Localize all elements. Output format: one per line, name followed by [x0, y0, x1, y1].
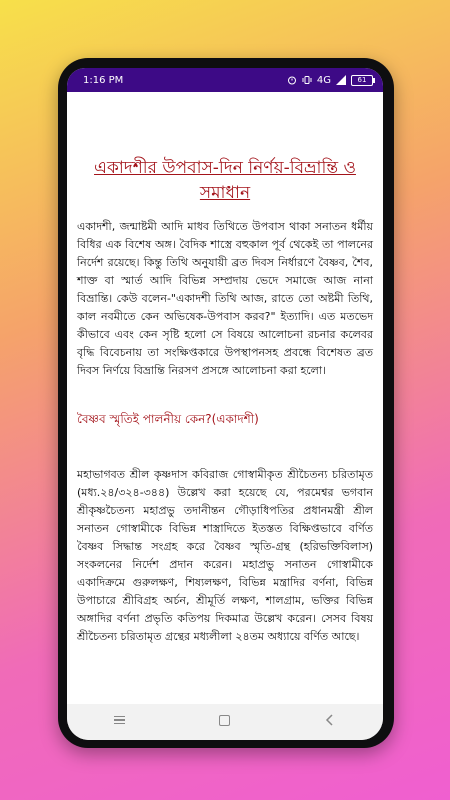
- status-bar: [67, 68, 383, 92]
- article-paragraph: একাদশী, জন্মাষ্টমী আদি মাধব তিথিতে উপবাস থাকা সনাতন ধর্মীয় বিধির এক বিশেষ অঙ্গ। বৈদিক শাস্ত্রে বহুকাল পূর্ব থেকেই তা পালনের নির্দেশ রয়েছে। কিন্তু তিথি অনুযায়ী ব্রত দিবস নির্ধারণে বৈষ্ণব, শৈব, শাক্ত বা স্মার্ত আদি বিভিন্ন সম্প্রদায় ভেদে সমাজে আজ নানা বিভ্রান্তি। কেউ বলেন-"একাদশী তিথি আজ, রাতে তো অষ্টমী তিথি, কাল নবমীতে কেন অভিষেক-উপবাস করব?" ইত্যাদি। এত মতভেদ কীভাবে এবং কেন সৃষ্টি হলো সে বিষয়ে আলোচনা রচনার কলেবর বৃদ্ধি বিবেচনায় তা সংক্ষিপ্তকারে উপস্থাপনসহ প্রবন্ধে বিশেষত ব্রত দিবস নির্ণয়ে বিভ্রান্তি নিরসণ প্রসঙ্গে আলোচনা করা হলো।: [77, 220, 373, 377]
- article-content[interactable]: [67, 92, 383, 704]
- recents-icon: [114, 714, 125, 727]
- home-button[interactable]: [205, 714, 245, 730]
- battery-level: 61: [357, 75, 367, 84]
- status-time: 1:16 PM: [83, 74, 124, 86]
- alarm-icon: [287, 75, 297, 85]
- article-paragraph: মহাভাগবত শ্রীল কৃষ্ণদাস কবিরাজ গোস্বামীকৃত শ্রীচৈতন্য চরিতামৃত (মধ্য.২৪/৩২৪-৩৪৪) উল্লেখ করা হয়েছে যে, পরমেশ্বর ভগবান শ্রীকৃষ্ণচৈতন্য মহাপ্রভু তদানীন্তন গৌড়াধিপতির প্রধানমন্ত্রী শ্রীল সনাতন গোস্বামীকে বিভিন্ন শাস্ত্রাদিতে ইতস্তত বিক্ষিপ্তভাবে বর্ণিত বৈষ্ণব সিদ্ধান্ত সংগ্রহ করে বৈষ্ণব স্মৃতি-গ্রন্থ (হরিভক্তিবিলাস) সংকলনের নির্দেশ প্রদান করেন। মহাপ্রভু সনাতন গোস্বামীকে একাদিক্রমে গুরুলক্ষণ, শিষ্যলক্ষণ, বিভিন্ন মন্ত্রাদির বর্ণনা, বিভিন্ন উপাচারে শ্রীবিগ্রহ অর্চন, শ্রীমূর্তি লক্ষণ, শালগ্রাম, ভক্তির বিভিন্ন অঙ্গাদির বর্ণনা প্রভৃতি কতিপয় দিকমাত্র উল্লেখ করেন। সেসব বিষয় শ্রীচৈতন্য চরিতামৃত গ্রন্থের মধ্যলীলা ২৪তম অধ্যায়ে বর্ণিত আছে।: [77, 468, 373, 643]
- network-type: 4G: [316, 74, 331, 86]
- battery-icon: [351, 75, 373, 86]
- vibrate-icon: [302, 75, 312, 85]
- back-icon: [325, 714, 335, 726]
- section-heading: বৈষ্ণব স্মৃতিই পালনীয় কেন?(একাদশী): [77, 412, 259, 426]
- signal-icon: [336, 75, 346, 85]
- recents-button[interactable]: [100, 714, 140, 731]
- navigation-bar: [67, 704, 383, 740]
- status-icons: [287, 75, 373, 86]
- article-title: একাদশীর উপবাস-দিন নির্ণয়-বিভ্রান্তি ও সমাধান: [94, 158, 356, 203]
- back-button[interactable]: [310, 714, 350, 730]
- screen: [67, 68, 383, 740]
- home-icon: [219, 715, 230, 726]
